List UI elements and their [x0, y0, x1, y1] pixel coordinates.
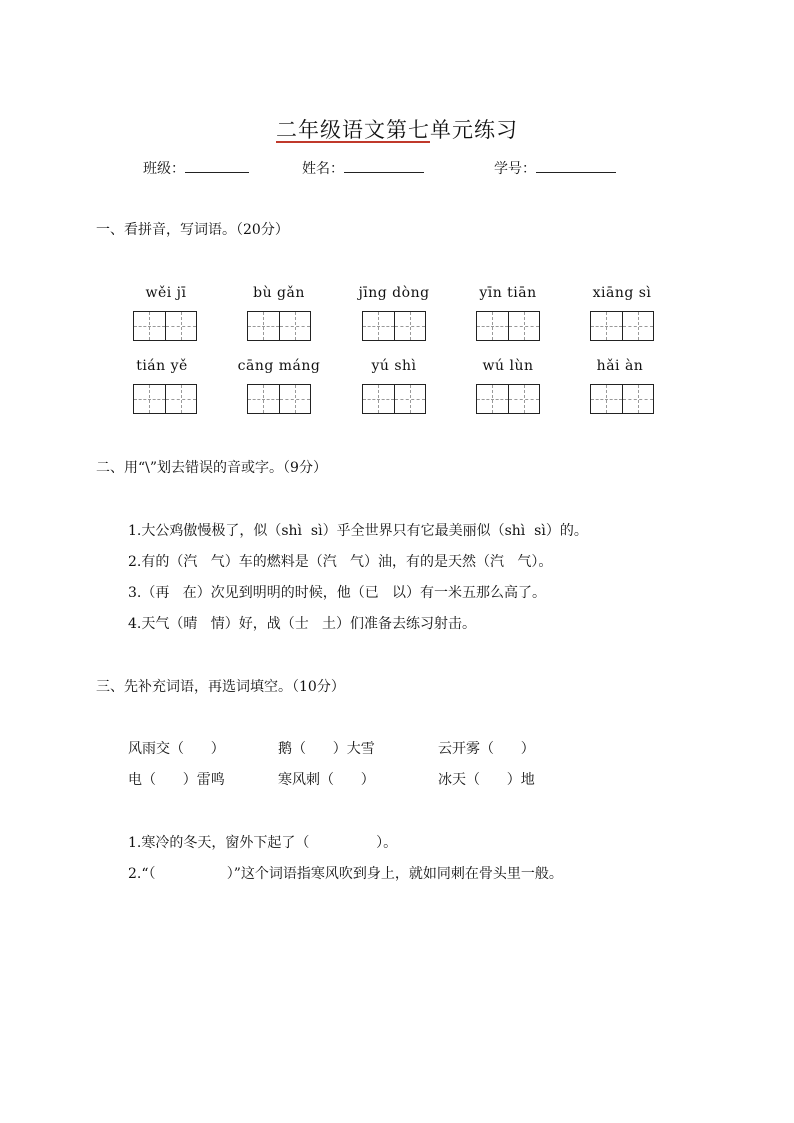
idiom-blank[interactable]: 寒风刺（ ）: [278, 772, 375, 788]
character-grid[interactable]: [133, 384, 197, 414]
question-item: 1.大公鸡傲慢极了，似（shì sì）乎全世界只有它最美丽似（shì sì）的。: [128, 523, 588, 539]
id-blank[interactable]: [536, 158, 616, 173]
title-rest: 单元练习: [430, 118, 518, 142]
character-grid[interactable]: [247, 311, 311, 341]
character-grid[interactable]: [133, 311, 197, 341]
section2-heading: 二、用“\”划去错误的音或字。（9分）: [96, 460, 327, 476]
character-grid[interactable]: [362, 384, 426, 414]
pinyin-label: wú lùn: [482, 358, 534, 374]
pinyin-label: tián yě: [136, 358, 188, 374]
character-grid[interactable]: [362, 311, 426, 341]
pinyin-label: yú shì: [371, 358, 417, 374]
pinyin-label: jīng dòng: [358, 285, 430, 301]
pinyin-label: xiāng sì: [592, 285, 652, 301]
class-blank[interactable]: [185, 158, 249, 173]
pinyin-label: wěi jī: [145, 285, 187, 301]
name-blank[interactable]: [344, 158, 424, 173]
idiom-blank[interactable]: 鹅（ ）大雪: [278, 741, 375, 757]
idiom-blank[interactable]: 电（ ）雷鸣: [128, 772, 225, 788]
name-label: 姓名：: [302, 161, 344, 177]
character-grid[interactable]: [590, 384, 654, 414]
page-title: [0, 116, 794, 144]
fill-sentence[interactable]: 1.寒冷的冬天，窗外下起了（ ）。: [128, 835, 398, 851]
id-label: 学号：: [494, 161, 536, 177]
class-label: 班级：: [143, 161, 185, 177]
fill-sentence[interactable]: 2.“（ ）”这个词语指寒风吹到身上，就如同刺在骨头里一般。: [128, 866, 563, 882]
pinyin-label: yīn tiān: [479, 285, 537, 301]
character-grid[interactable]: [476, 384, 540, 414]
title-underlined: 二年级语文第七: [276, 118, 430, 142]
section3-heading: 三、先补充词语，再选词填空。（10分）: [96, 679, 345, 695]
pinyin-label: hǎi àn: [596, 358, 644, 374]
character-grid[interactable]: [476, 311, 540, 341]
class-field: [143, 158, 249, 179]
character-grid[interactable]: [247, 384, 311, 414]
idiom-blank[interactable]: 冰天（ ）地: [438, 772, 535, 788]
id-field: [494, 158, 616, 179]
character-grid[interactable]: [590, 311, 654, 341]
pinyin-label: cāng máng: [237, 358, 321, 374]
pinyin-label: bù gǎn: [253, 285, 305, 301]
idiom-blank[interactable]: 云开雾（ ）: [438, 741, 535, 757]
idiom-blank[interactable]: 风雨交（ ）: [128, 741, 225, 757]
name-field: [302, 158, 424, 179]
question-item: 3.（再 在）次见到明明的时候，他（已 以）有一米五那么高了。: [128, 585, 547, 601]
question-item: 2.有的（汽 气）车的燃料是（汽 气）油，有的是天然（汽 气）。: [128, 554, 553, 570]
section1-heading: 一、看拼音，写词语。（20分）: [96, 222, 289, 238]
question-item: 4.天气（晴 情）好，战（士 土）们准备去练习射击。: [128, 616, 477, 632]
